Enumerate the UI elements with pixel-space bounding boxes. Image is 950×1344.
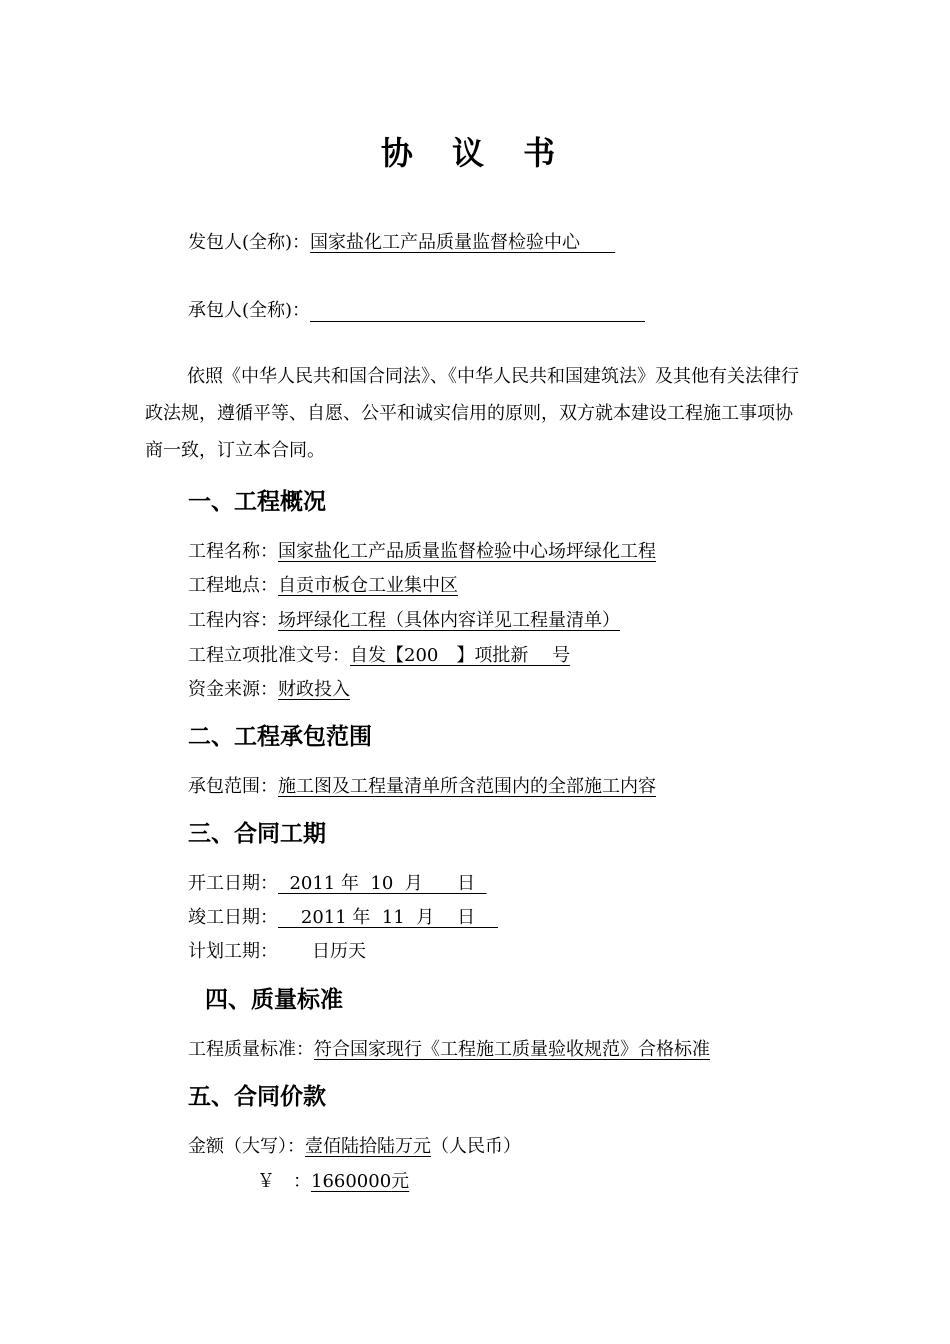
planned-duration-label: 计划工期： bbox=[188, 941, 278, 962]
preamble-paragraph: 依照《中华人民共和国合同法》、《中华人民共和国建筑法》及其他有关法律行政法规，遵循平等、自愿、公平和诚实信用的原则，双方就本建设工程施工事项协商一致，订立本合同。 bbox=[145, 366, 799, 461]
start-date-value: 2011 年 10 月 日 bbox=[278, 873, 487, 894]
scope-value: 施工图及工程量清单所含范围内的全部施工内容 bbox=[278, 776, 656, 797]
section-3-heading: 三、合同工期 bbox=[188, 821, 326, 847]
contractor-line bbox=[188, 296, 645, 322]
start-date-line bbox=[188, 869, 487, 895]
quality-standard-line bbox=[188, 1035, 710, 1061]
project-content-value: 场坪绿化工程（具体内容详见工程量清单） bbox=[278, 610, 620, 631]
amount-figures-value: 1660000 bbox=[311, 1171, 392, 1192]
section-2-heading: 二、工程承包范围 bbox=[188, 724, 372, 750]
project-name-value: 国家盐化工产品质量监督检验中心场坪绿化工程 bbox=[278, 541, 656, 562]
amount-words-line bbox=[188, 1132, 521, 1158]
project-content-label: 工程内容： bbox=[188, 610, 278, 631]
end-date-value: 2011 年 11 月 日 bbox=[278, 907, 498, 928]
planned-duration-unit: 日历天 bbox=[312, 941, 366, 962]
funds-source-line bbox=[188, 675, 350, 701]
project-content-line bbox=[188, 606, 620, 632]
section-5-heading: 五、合同价款 bbox=[188, 1084, 326, 1110]
yuan-symbol: ￥ bbox=[257, 1171, 275, 1192]
employer-label: 发包人(全称)： bbox=[188, 232, 311, 253]
funds-source-label: 资金来源： bbox=[188, 679, 278, 700]
employer-line bbox=[188, 228, 615, 254]
scope-line bbox=[188, 772, 656, 798]
project-site-label: 工程地点： bbox=[188, 575, 278, 596]
end-date-line bbox=[188, 903, 498, 929]
project-site-line bbox=[188, 571, 458, 597]
contractor-label: 承包人(全称)： bbox=[188, 300, 311, 321]
amount-figures-colon: ： bbox=[293, 1171, 311, 1192]
amount-figures-line bbox=[257, 1167, 409, 1193]
document-title: 协 议 书 bbox=[380, 134, 570, 172]
amount-words-label: 金额（大写）： bbox=[188, 1136, 305, 1157]
contractor-value bbox=[310, 299, 645, 322]
section-1-heading: 一、工程概况 bbox=[188, 489, 326, 515]
section-4-heading: 四、质量标准 bbox=[205, 987, 343, 1013]
employer-value: 国家盐化工产品质量监督检验中心 bbox=[310, 232, 581, 253]
approval-number-label: 工程立项批准文号： bbox=[188, 645, 350, 666]
quality-standard-label: 工程质量标准： bbox=[188, 1039, 314, 1060]
scope-label: 承包范围： bbox=[188, 776, 278, 797]
amount-words-value: 壹佰陆拾陆万元 bbox=[305, 1136, 431, 1157]
start-date-label: 开工日期： bbox=[188, 873, 278, 894]
project-name-label: 工程名称： bbox=[188, 541, 278, 562]
project-site-value: 自贡市板仓工业集中区 bbox=[278, 575, 458, 596]
planned-duration-line bbox=[188, 937, 366, 963]
quality-standard-value: 符合国家现行《工程施工质量验收规范》合格标准 bbox=[314, 1039, 710, 1060]
amount-currency: （人民币） bbox=[431, 1136, 521, 1157]
approval-number-value: 自发【200 】项批新 号 bbox=[350, 645, 571, 666]
funds-source-value: 财政投入 bbox=[278, 679, 350, 700]
project-name-line bbox=[188, 537, 656, 563]
end-date-label: 竣工日期： bbox=[188, 907, 278, 928]
approval-number-line bbox=[188, 641, 570, 667]
amount-figures-unit: 元 bbox=[391, 1171, 410, 1192]
